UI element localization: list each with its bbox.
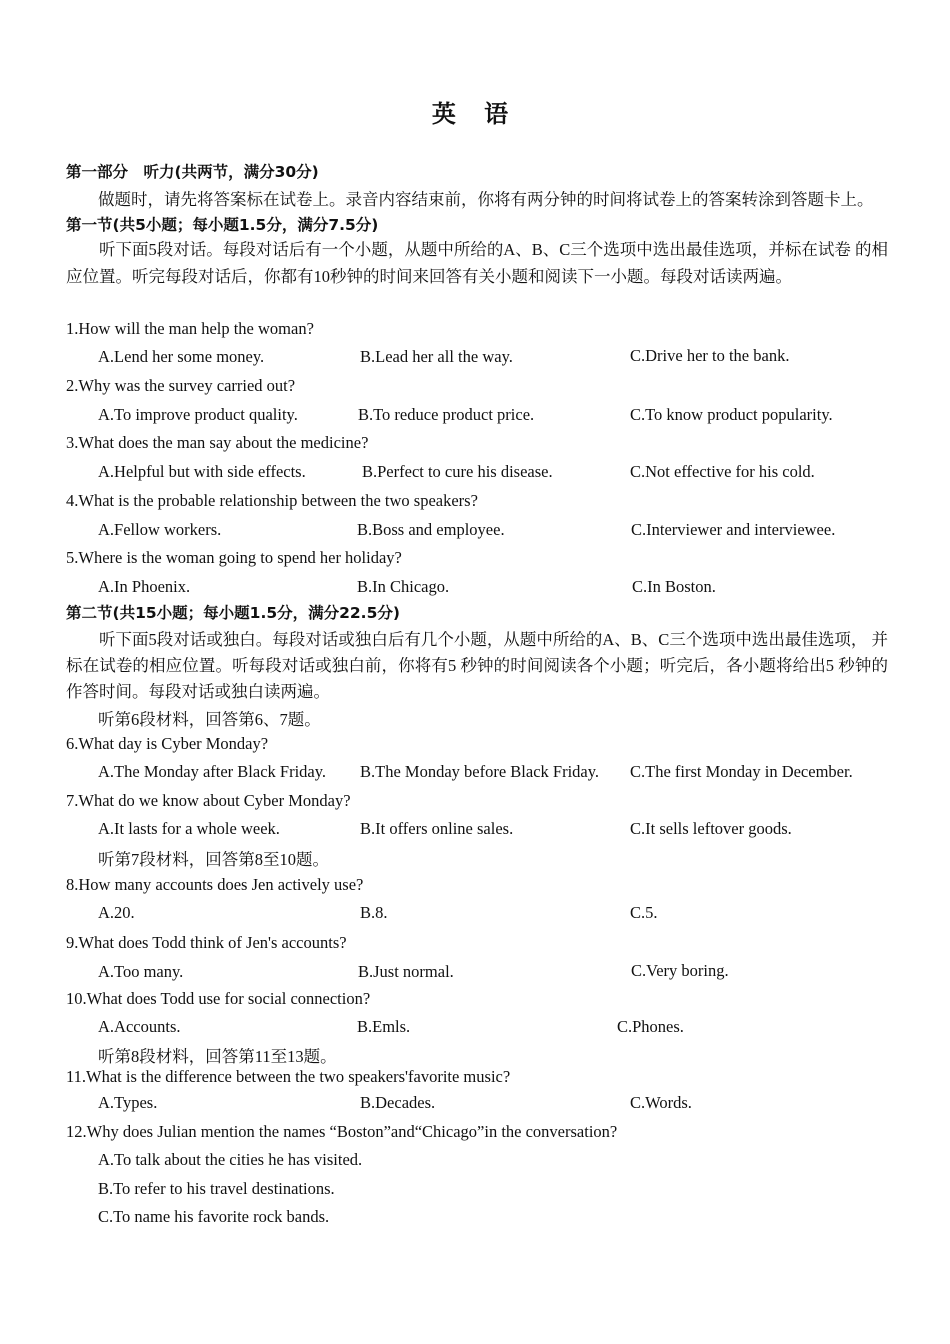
q4-option-c: C.Interviewer and interviewee. [631,520,836,539]
q4-option-b: B.Boss and employee. [357,520,505,539]
q12-option-b: B.To refer to his travel destinations. [98,1179,335,1198]
part1-heading: 第一部分 听力(共两节，满分30分) [66,163,319,181]
section1-instruction: 听下面5段对话。每段对话后有一个小题，从题中所给的A、B、C三个选项中选出最佳选项，并标在试卷 的相应位置。听完每段对话后，你都有10秒钟的时间来回答有关小题和阅读下一小题。每段对话读两遍。 [66,240,888,286]
question-7: 7.What do we know about Cyber Monday? [66,791,351,810]
part1-instruction: 做题时，请先将答案标在试卷上。录音内容结束前，你将有两分钟的时间将试卷上的答案转涂到答题卡上。 [98,190,874,209]
q3-option-b: B.Perfect to cure his disease. [362,462,553,481]
q8-option-a: A.20. [98,903,135,922]
question-1: 1.How will the man help the woman? [66,319,314,338]
q11-option-c: C.Words. [630,1093,692,1112]
question-8: 8.How many accounts does Jen actively use? [66,875,364,894]
q6-option-b: B.The Monday before Black Friday. [360,762,600,781]
q12-option-a: A.To talk about the cities he has visited. [98,1150,363,1169]
q1-option-c: C.Drive her to the bank. [630,346,790,365]
question-9: 9.What does Todd think of Jen's accounts? [66,933,347,952]
q1-option-b: B.Lead her all the way. [360,347,513,366]
q5-option-c: C.In Boston. [632,577,716,596]
material-7-note: 听第7段材料，回答第8至10题。 [98,850,329,869]
q8-option-c: C.5. [630,903,658,922]
question-10: 10.What does Todd use for social connection? [66,989,371,1008]
question-4: 4.What is the probable relationship between the two speakers? [66,491,478,510]
question-2: 2.Why was the survey carried out? [66,376,296,395]
question-11: 11.What is the difference between the two speakers'favorite music? [66,1067,511,1086]
q9-option-b: B.Just normal. [358,962,454,981]
q11-option-b: B.Decades. [360,1093,436,1112]
section1-heading: 第一节(共5小题；每小题1.5分，满分7.5分) [66,216,379,234]
q10-option-a: A.Accounts. [98,1017,181,1036]
q1-option-a: A.Lend her some money. [98,347,265,366]
q9-option-c: C.Very boring. [631,961,729,980]
page-title: 英 语 [431,100,519,128]
q4-option-a: A.Fellow workers. [98,520,222,539]
section2-heading: 第二节(共15小题；每小题1.5分，满分22.5分) [66,604,400,622]
q5-option-b: B.In Chicago. [357,577,450,596]
q10-option-c: C.Phones. [617,1017,684,1036]
q3-option-a: A.Helpful but with side effects. [98,462,306,481]
section2-instruction: 听下面5段对话或独白。每段对话或独白后有几个小题，从题中所给的A、B、C三个选项中选出最佳选项， 并标在试卷的相应位置。听每段对话或独白前，你将有5 秒钟的时间阅读各个小题；听完后，各小题将给出5 秒钟的作答时间。每段对话或独白读两遍。 [66,630,888,701]
q11-option-a: A.Types. [98,1093,158,1112]
q10-option-b: B.Emls. [357,1017,411,1036]
q2-option-b: B.To reduce product price. [358,405,535,424]
q7-option-c: C.It sells leftover goods. [630,819,792,838]
q6-option-a: A.The Monday after Black Friday. [98,762,327,781]
q2-option-a: A.To improve product quality. [98,405,298,424]
question-6: 6.What day is Cyber Monday? [66,734,269,753]
q8-option-b: B.8. [360,903,388,922]
q2-option-c: C.To know product popularity. [630,405,833,424]
q3-option-c: C.Not effective for his cold. [630,462,815,481]
q7-option-a: A.It lasts for a whole week. [98,819,280,838]
question-12: 12.Why does Julian mention the names “Boston”and“Chicago”in the conversation? [66,1122,618,1141]
q7-option-b: B.It offers online sales. [360,819,514,838]
question-3: 3.What does the man say about the medicine? [66,433,369,452]
question-5: 5.Where is the woman going to spend her holiday? [66,548,402,567]
material-8-note: 听第8段材料，回答第11至13题。 [98,1047,337,1066]
q9-option-a: A.Too many. [98,962,184,981]
q5-option-a: A.In Phoenix. [98,577,191,596]
q6-option-c: C.The first Monday in December. [630,762,853,781]
q12-option-c: C.To name his favorite rock bands. [98,1207,330,1226]
material-6-note: 听第6段材料，回答第6、7题。 [98,710,321,729]
